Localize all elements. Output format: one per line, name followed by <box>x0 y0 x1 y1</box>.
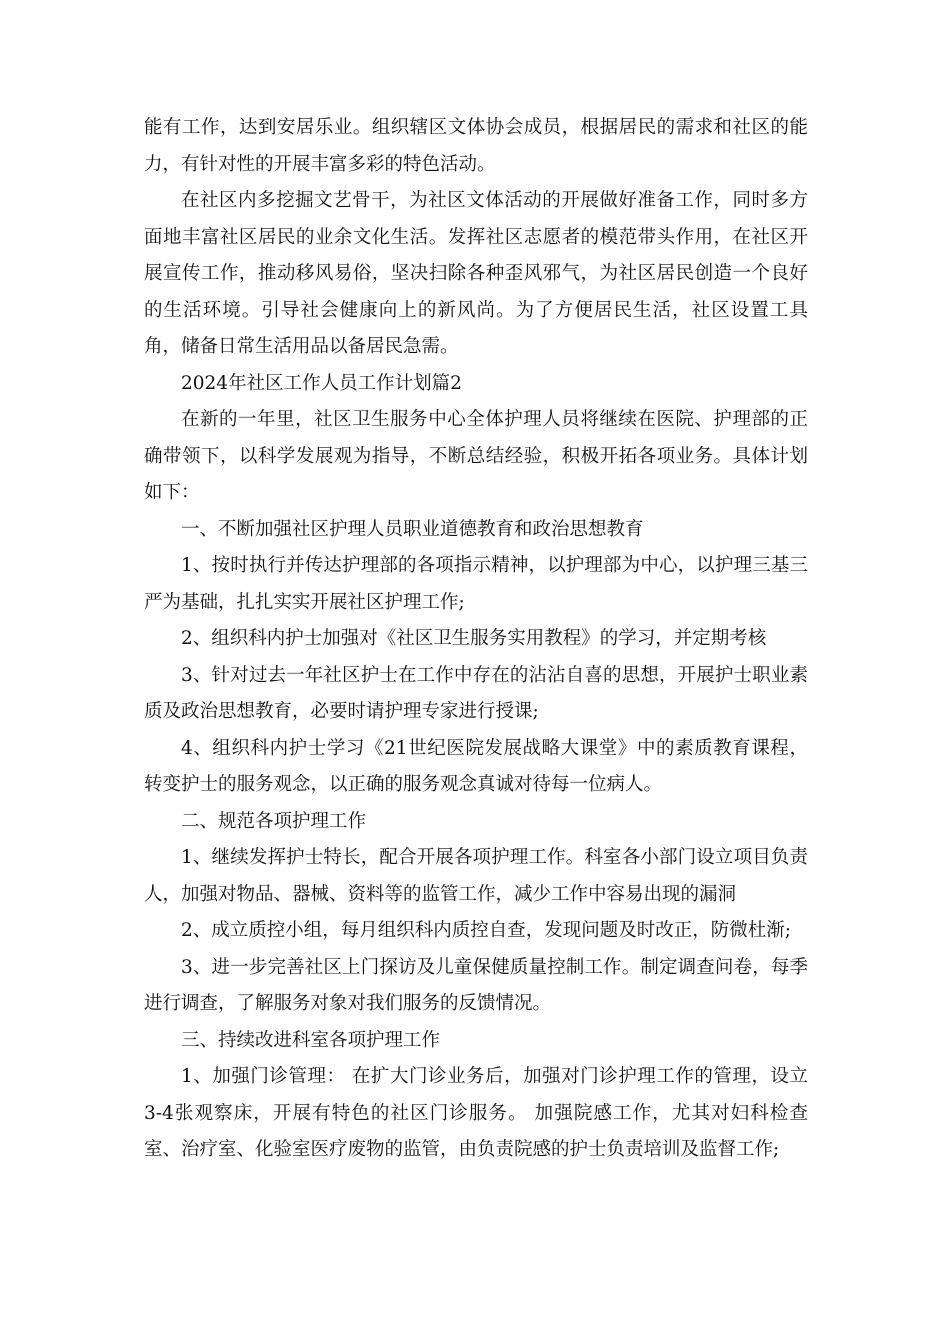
list-item-2-2: 2、成立质控小组，每月组织科内质控自查，发现问题及时改正，防微杜渐; <box>181 920 792 941</box>
document-body <box>144 110 808 1169</box>
list-item-1-1: 1、按时执行并传达护理部的各项指示精神，以护理部为中心，以护理三基三严为基础，扎扎实实开展社区护理工作; <box>144 555 808 613</box>
list-item-3-1: 1、加强门诊管理： 在扩大门诊业务后，加强对门诊护理工作的管理，设立3-4张观察床，开展有特色的社区门诊服务。 加强院感工作，尤其对妇科检查室、治疗室、化验室医疗废物的监管，由负责院感的护士负责培训及监督工作; <box>144 1066 808 1160</box>
heading-part-3: 三、持续改进科室各项护理工作 <box>181 1029 441 1051</box>
list-item-2-1: 1、继续发挥护士特长，配合开展各项护理工作。科室各小部门设立项目负责人，加强对物品、器械、资料等的监管工作，减少工作中容易出现的漏洞 <box>144 847 808 905</box>
list-item-1-2: 2、组织科内护士加强对《社区卫生服务实用教程》的学习，并定期考核 <box>181 628 767 649</box>
list-item-2-3: 3、进一步完善社区上门探访及儿童保健质量控制工作。制定调查问卷，每季进行调查，了解服务对象对我们服务的反馈情况。 <box>144 956 808 1014</box>
heading-part-1: 一、不断加强社区护理人员职业道德教育和政治思想教育 <box>181 518 644 540</box>
paragraph-continuation: 能有工作，达到安居乐业。组织辖区文体协会成员，根据居民的需求和社区的能力，有针对性的开展丰富多彩的特色活动。 <box>144 117 808 175</box>
paragraph-cultural-activities: 在社区内多挖掘文艺骨干，为社区文体活动的开展做好准备工作，同时多方面地丰富社区居民的业余文化生活。发挥社区志愿者的模范带头作用，在社区开展宣传工作，推动移风易俗，坚决扫除各种歪风邪气，为社区居民创造一个良好的生活环境。引导社会健康向上的新风尚。为了方便居民生活，社区设置工具角，储备日常生活用品以备居民急需。 <box>144 190 808 357</box>
list-item-1-3: 3、针对过去一年社区护士在工作中存在的沾沾自喜的思想，开展护士职业素质及政治思想教育，必要时请护理专家进行授课; <box>144 664 808 722</box>
section-title: 2024年社区工作人员工作计划篇2 <box>181 372 462 394</box>
list-item-1-4: 4、组织科内护士学习《21世纪医院发展战略大课堂》中的素质教育课程，转变护士的服务观念，以正确的服务观念真诚对待每一位病人。 <box>144 737 808 795</box>
heading-part-2: 二、规范各项护理工作 <box>181 810 367 832</box>
paragraph-intro: 在新的一年里，社区卫生服务中心全体护理人员将继续在医院、护理部的正确带领下，以科学发展观为指导，不断总结经验，积极开拓各项业务。具体计划如下： <box>144 409 808 503</box>
